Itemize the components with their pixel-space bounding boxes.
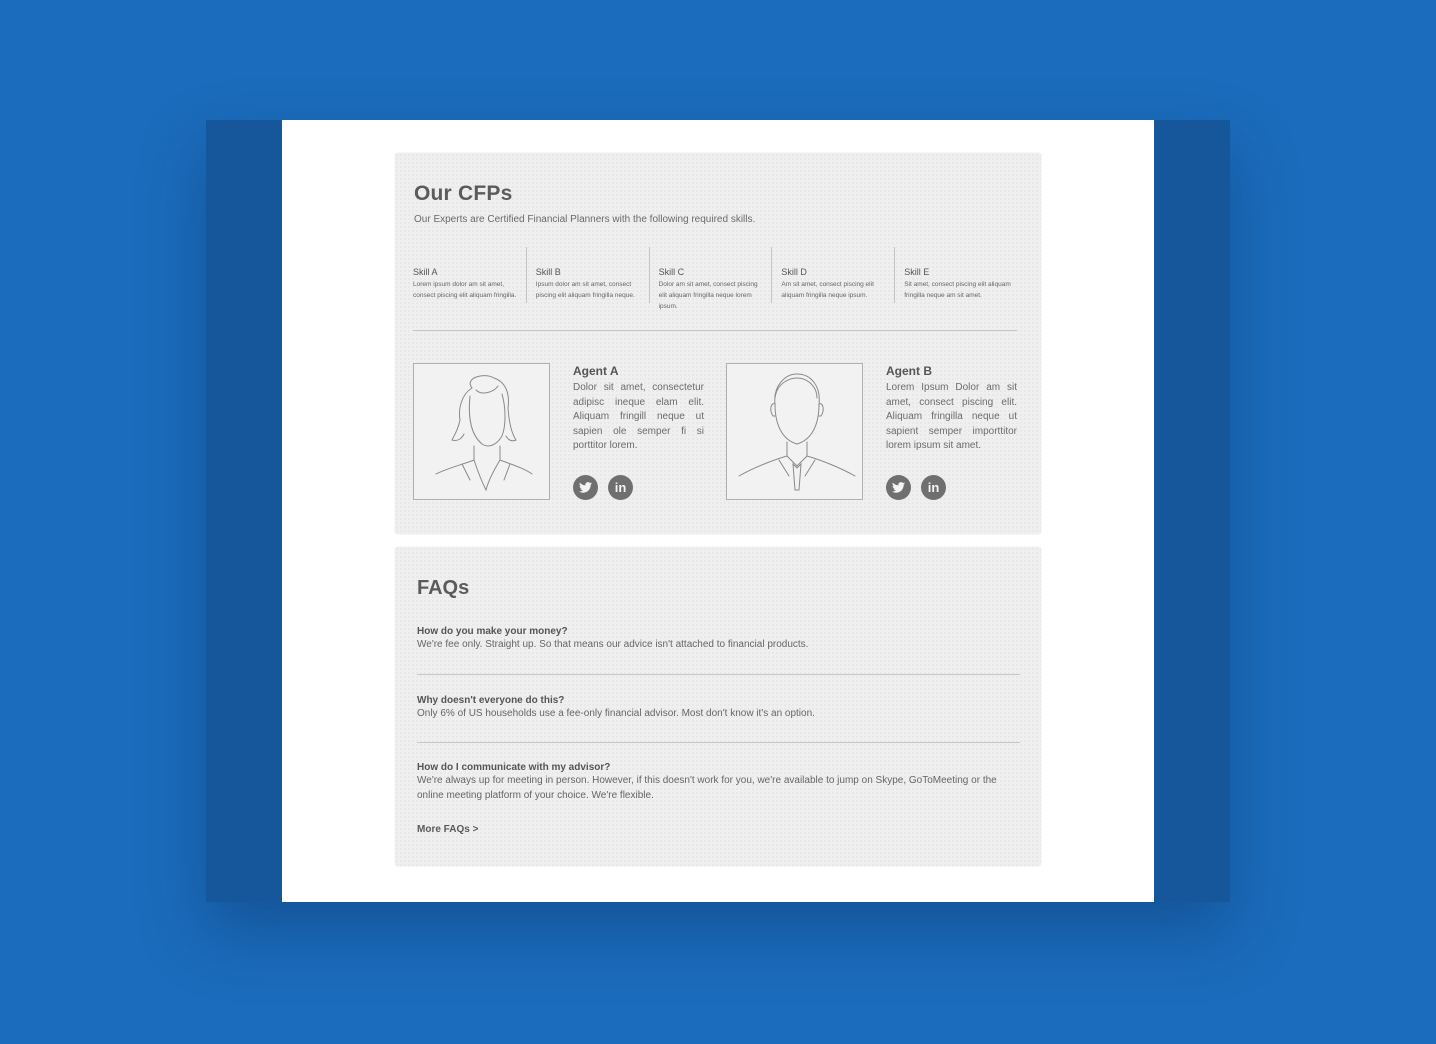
mockup-frame: [206, 120, 1230, 902]
faq-divider: [417, 674, 1020, 675]
faq-answer: We're fee only. Straight up. So that means our advice isn't attached to financial products.: [417, 639, 809, 650]
linkedin-button[interactable]: [608, 475, 633, 500]
cfps-section: [395, 153, 1041, 534]
faqs-title: FAQs: [417, 577, 470, 599]
page-canvas: [282, 120, 1154, 902]
skill-name: Skill C: [658, 267, 685, 277]
linkedin-icon: in: [614, 480, 627, 495]
agent-bio: Lorem Ipsum Dolor am sit amet, consect piscing elit. Aliquam fringilla neque ut sapient semper importtitor lorem ipsum sit amet.: [886, 382, 1017, 451]
twitter-icon: [892, 482, 905, 493]
faq-divider: [417, 742, 1020, 743]
skill-name: Skill A: [413, 267, 438, 277]
faqs-section: [395, 547, 1041, 866]
skill-description: Lorem ipsum dolor am sit amet, consect piscing elit aliquam fringilla.: [413, 281, 517, 299]
agent-name: Agent B: [886, 364, 932, 378]
agent-bio: Dolor sit amet, consectetur adipisc ineque elam elit. Aliquam fringill neque ut sapien ole semper fi si porttitor lorem.: [573, 382, 704, 451]
skill-description: Am sit amet, consect piscing elit aliquam fringilla neque ipsum.: [781, 281, 874, 299]
faq-answer: We're always up for meeting in person. However, if this doesn't work for you, we're available to jump on Skype, GoToMeeting or the online meeting platform of your choice. We're flexible.: [417, 775, 997, 801]
twitter-button[interactable]: [573, 475, 598, 500]
faq-question: How do you make your money?: [417, 626, 568, 637]
cfps-title: Our CFPs: [414, 182, 513, 205]
twitter-icon: [579, 482, 592, 493]
section-divider: [413, 330, 1017, 331]
skill-description: Dolor am sit amet, consect piscing elit aliquam fringilla neque lorem ipsum.: [658, 281, 758, 310]
skill-item: [771, 247, 894, 303]
faq-item: [417, 626, 1020, 653]
skill-name: Skill D: [781, 267, 807, 277]
faq-answer: Only 6% of US households use a fee-only financial advisor. Most don't know it's an option.: [417, 708, 815, 719]
linkedin-icon: in: [927, 480, 940, 495]
skill-name: Skill B: [535, 267, 561, 277]
skill-description: Sit amet, consect piscing elit aliquam fringilla neque am sit amet.: [904, 281, 1011, 299]
skill-name: Skill E: [904, 267, 930, 277]
cfps-subtitle: Our Experts are Certified Financial Planners with the following required skills.: [414, 214, 756, 225]
faq-item: [417, 762, 1020, 803]
skill-item: [649, 247, 772, 310]
agent-card-b: [726, 363, 1026, 503]
portrait-sketch-icon: [414, 364, 549, 499]
faq-question: Why doesn't everyone do this?: [417, 695, 565, 706]
agent-card-a: [413, 363, 713, 503]
faq-item: [417, 695, 1020, 722]
skill-description: Ipsum dolor am sit amet, consect piscing elit aliquam fringilla neque.: [535, 281, 635, 299]
skill-item: [413, 247, 526, 303]
more-faqs-link[interactable]: More FAQs >: [417, 824, 479, 835]
agent-portrait: [726, 363, 863, 500]
faq-question: How do I communicate with my advisor?: [417, 762, 611, 773]
skill-item: [526, 247, 649, 303]
twitter-button[interactable]: [886, 475, 911, 500]
skill-item: [894, 247, 1017, 303]
skills-row: [413, 247, 1017, 310]
agent-portrait: [413, 363, 550, 500]
agent-name: Agent A: [573, 364, 619, 378]
linkedin-button[interactable]: [921, 475, 946, 500]
portrait-sketch-icon: [727, 364, 862, 499]
